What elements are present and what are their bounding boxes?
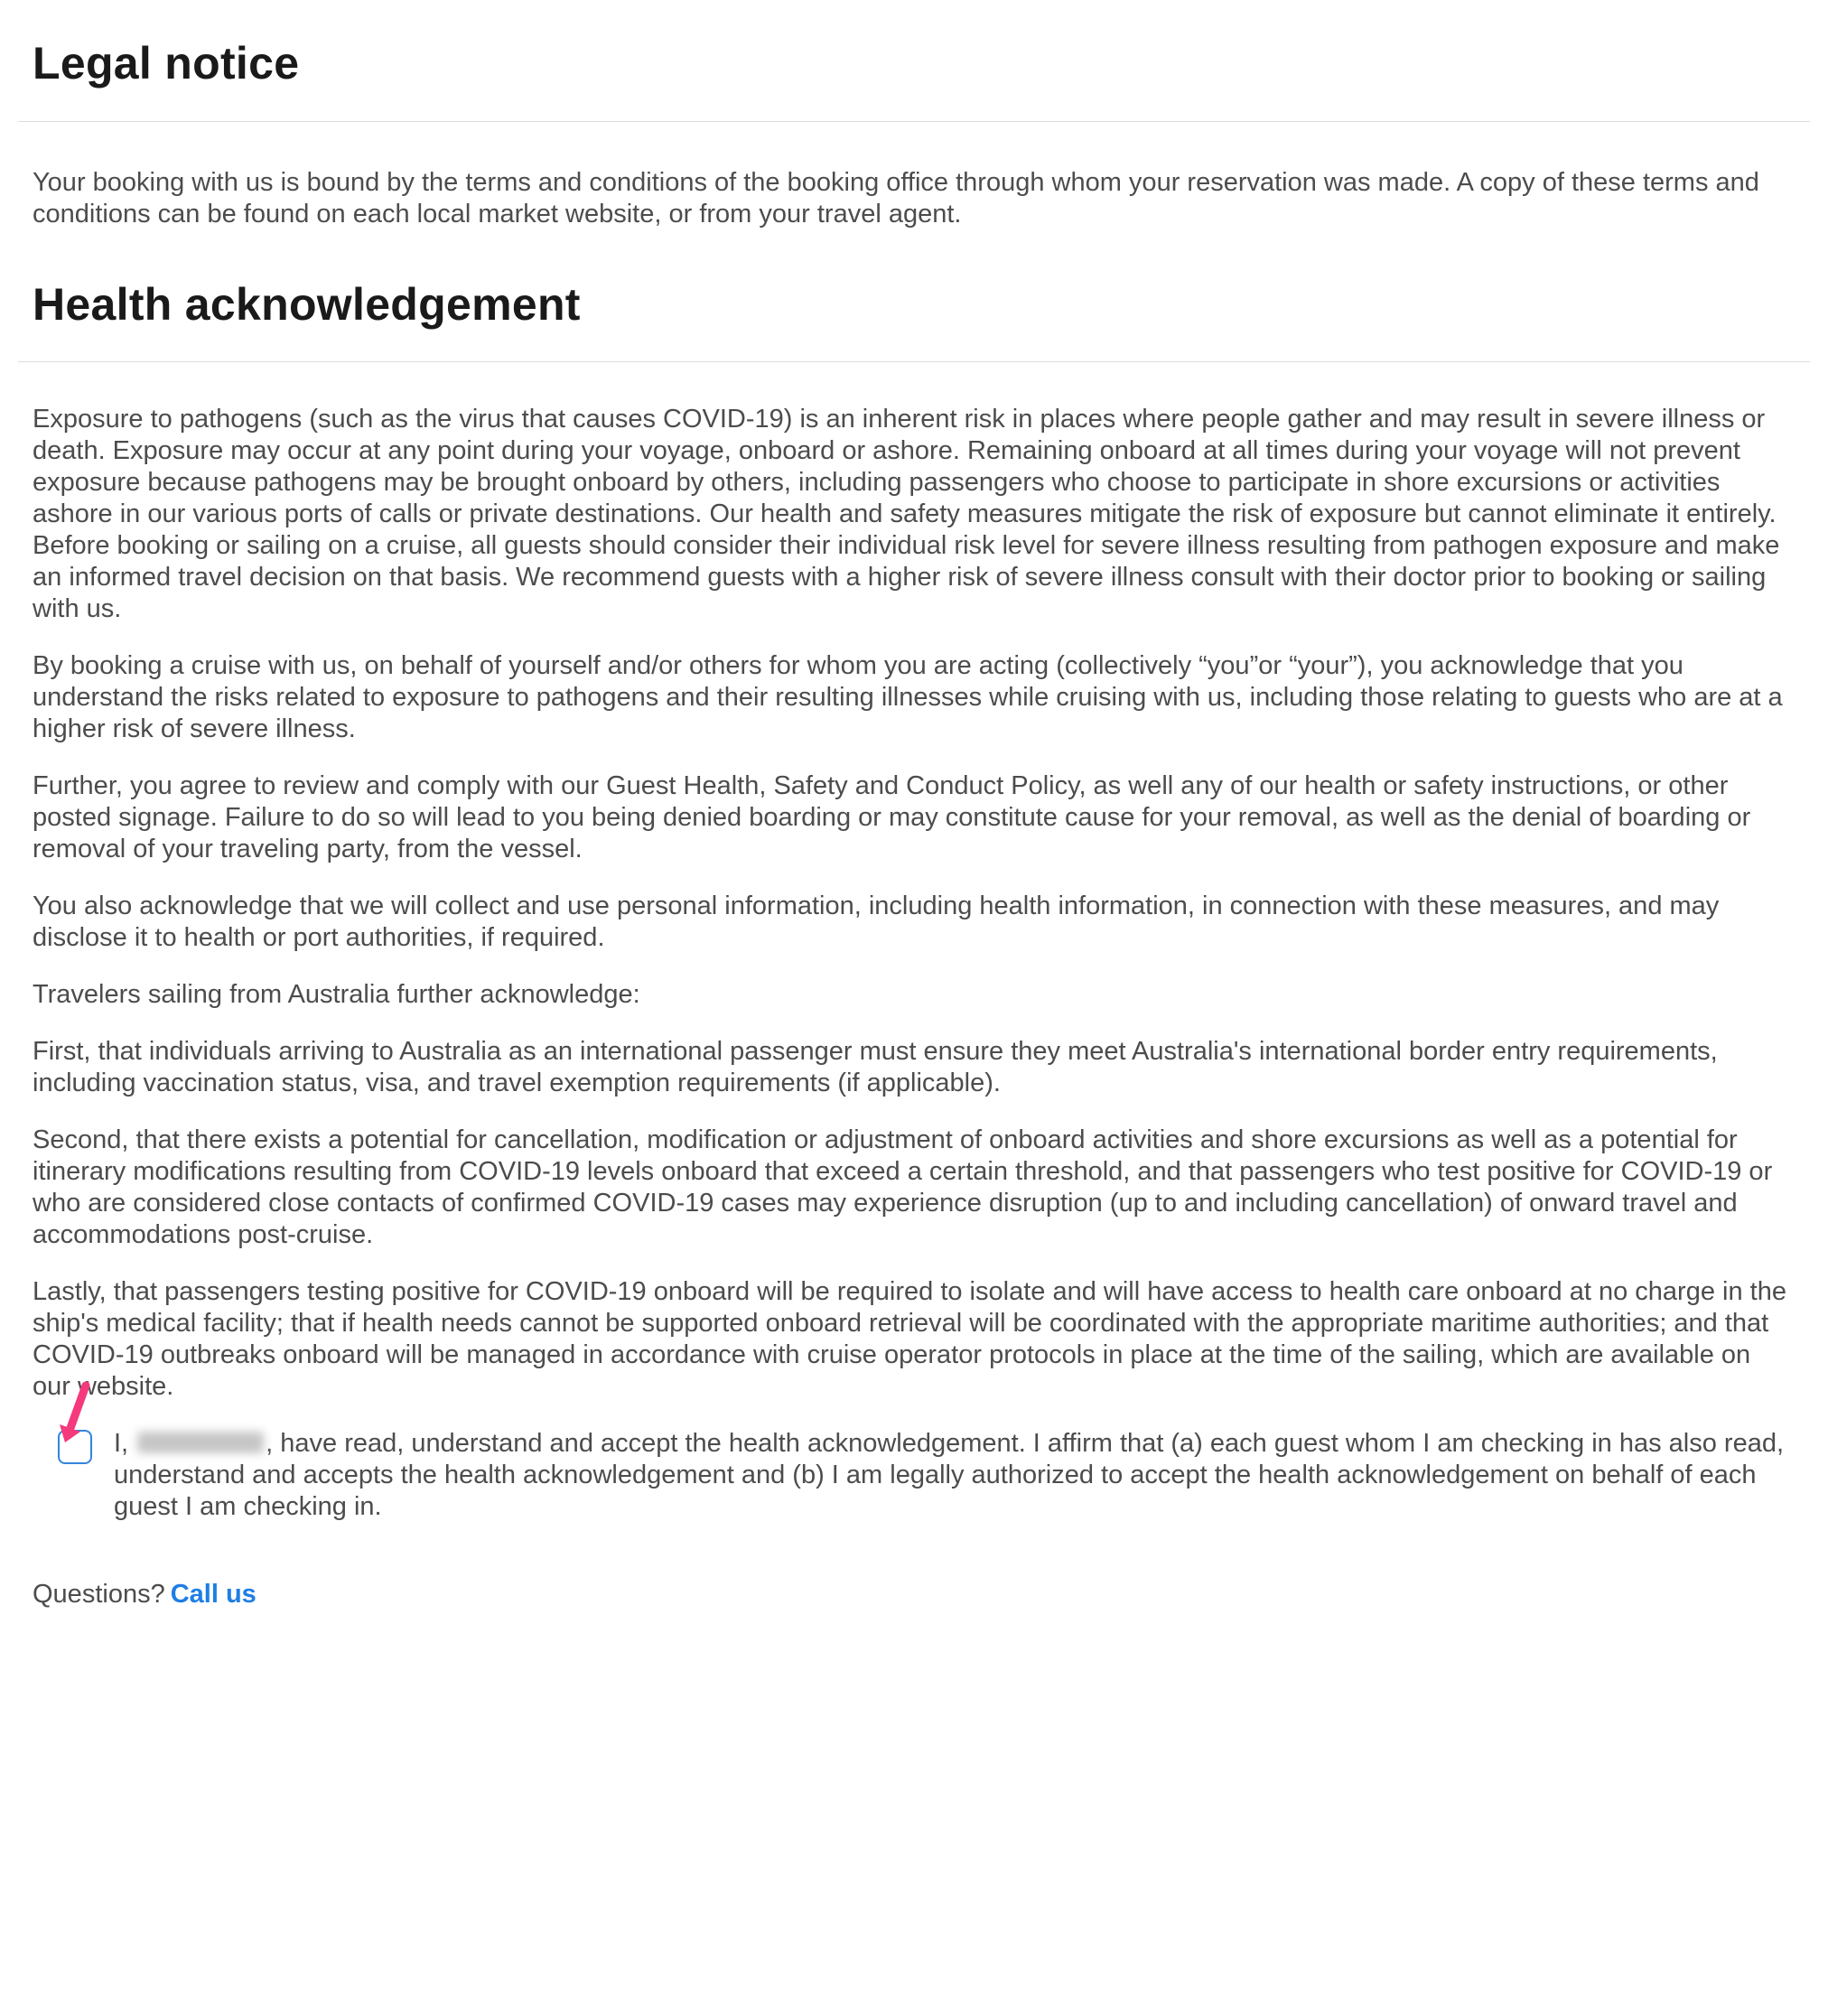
acknowledgement-suffix: , have read, understand and accept the health acknowledgement. I affirm that (a) each guest whom I am checking in has also read, understand and accepts the health acknowledgement and (b) I am legally authorized to accept the health acknowledgement on behalf of each guest I am checking in. [114, 1429, 1785, 1521]
health-paragraph: Further, you agree to review and comply with our Guest Health, Safety and Conduct Policy, as well any of our health or safety instructions, or other posted signage. Failure to do so will lead to you being denied boarding or may constitute cause for your removal, as well as the denial of boarding or removal of your traveling party, from the vessel. [33, 771, 1751, 863]
health-acknowledgement-heading: Health acknowledgement [33, 278, 581, 330]
legal-notice-paragraph: Your booking with us is bound by the terms and conditions of the booking office through whom your reservation was made. A copy of these terms and conditions can be found on each local market website, or from your travel agent. [33, 167, 1759, 229]
divider [18, 361, 1810, 362]
questions-label: Questions? [33, 1580, 165, 1609]
acknowledgement-prefix: I, [114, 1429, 136, 1458]
health-paragraph: Exposure to pathogens (such as the virus that causes COVID-19) is an inherent risk in places where people gather and may result in severe illness or death. Exposure may occur at any point during your voyage, onboard or ashore. Remaining onboard at all times during your voyage will not prevent exposure because pathogens may be brought onboard by others, including passengers who choose to participate in shore excursions or activities ashore in our various ports of calls or private destinations. Our health and safety measures mitigate the risk of exposure but cannot eliminate it entirely. Before booking or sailing on a cruise, all guests should consider their individual risk level for severe illness resulting from pathogen exposure and make an informed travel decision on that basis. We recommend guests with a higher risk of severe illness consult with their doctor prior to booking or sailing with us. [33, 405, 1780, 623]
health-paragraph: First, that individuals arriving to Australia as an international passenger must ensure they meet Australia's international border entry requirements, including vaccination status, visa, and travel exemption requirements (if applicable). [33, 1037, 1718, 1097]
annotation-arrow-icon [51, 1381, 98, 1453]
legal-notice-heading: Legal notice [33, 38, 300, 89]
health-acknowledgement-body [33, 404, 1795, 1403]
divider [18, 121, 1810, 122]
checkbox-area [58, 1428, 94, 1464]
health-paragraph: Travelers sailing from Australia further acknowledge: [33, 980, 640, 1009]
health-paragraph: By booking a cruise with us, on behalf of yourself and/or others for whom you are acting (collectively “you”or “your”), you acknowledge that you understand the risks related to exposure to pathogens and their resulting illnesses while cruising with us, including those relating to guests who are at a higher risk of severe illness. [33, 651, 1783, 743]
health-paragraph: You also acknowledge that we will collect and use personal information, including health information, in connection with these measures, and may disclose it to health or port authorities, if required. [33, 891, 1720, 952]
health-paragraph: Second, that there exists a potential for cancellation, modification or adjustment of onboard activities and shore excursions as well as a potential for itinerary modifications resulting from COVID-19 levels onboard that exceed a certain threshold, and that passengers who test positive for COVID-19 or who are considered close contacts of confirmed COVID-19 cases may experience disruption (up to and including cancellation) of onward travel and accommodations post-cruise. [33, 1125, 1773, 1249]
health-paragraph: Lastly, that passengers testing positive for COVID-19 onboard will be required to isolate and will have access to health care onboard at no charge in the ship's medical facility; that if health needs cannot be supported onboard retrieval will be coordinated with the appropriate maritime authorities; and that COVID-19 outbreaks onboard will be managed in accordance with cruise operator protocols in place at the time of the sailing, which are available on our website. [33, 1277, 1786, 1401]
call-us-link[interactable]: Call us [170, 1580, 256, 1609]
questions-footer [33, 1579, 1795, 1610]
acknowledgement-text [114, 1428, 1795, 1523]
redacted-guest-name [137, 1432, 264, 1453]
acknowledgement-row [58, 1428, 1795, 1523]
